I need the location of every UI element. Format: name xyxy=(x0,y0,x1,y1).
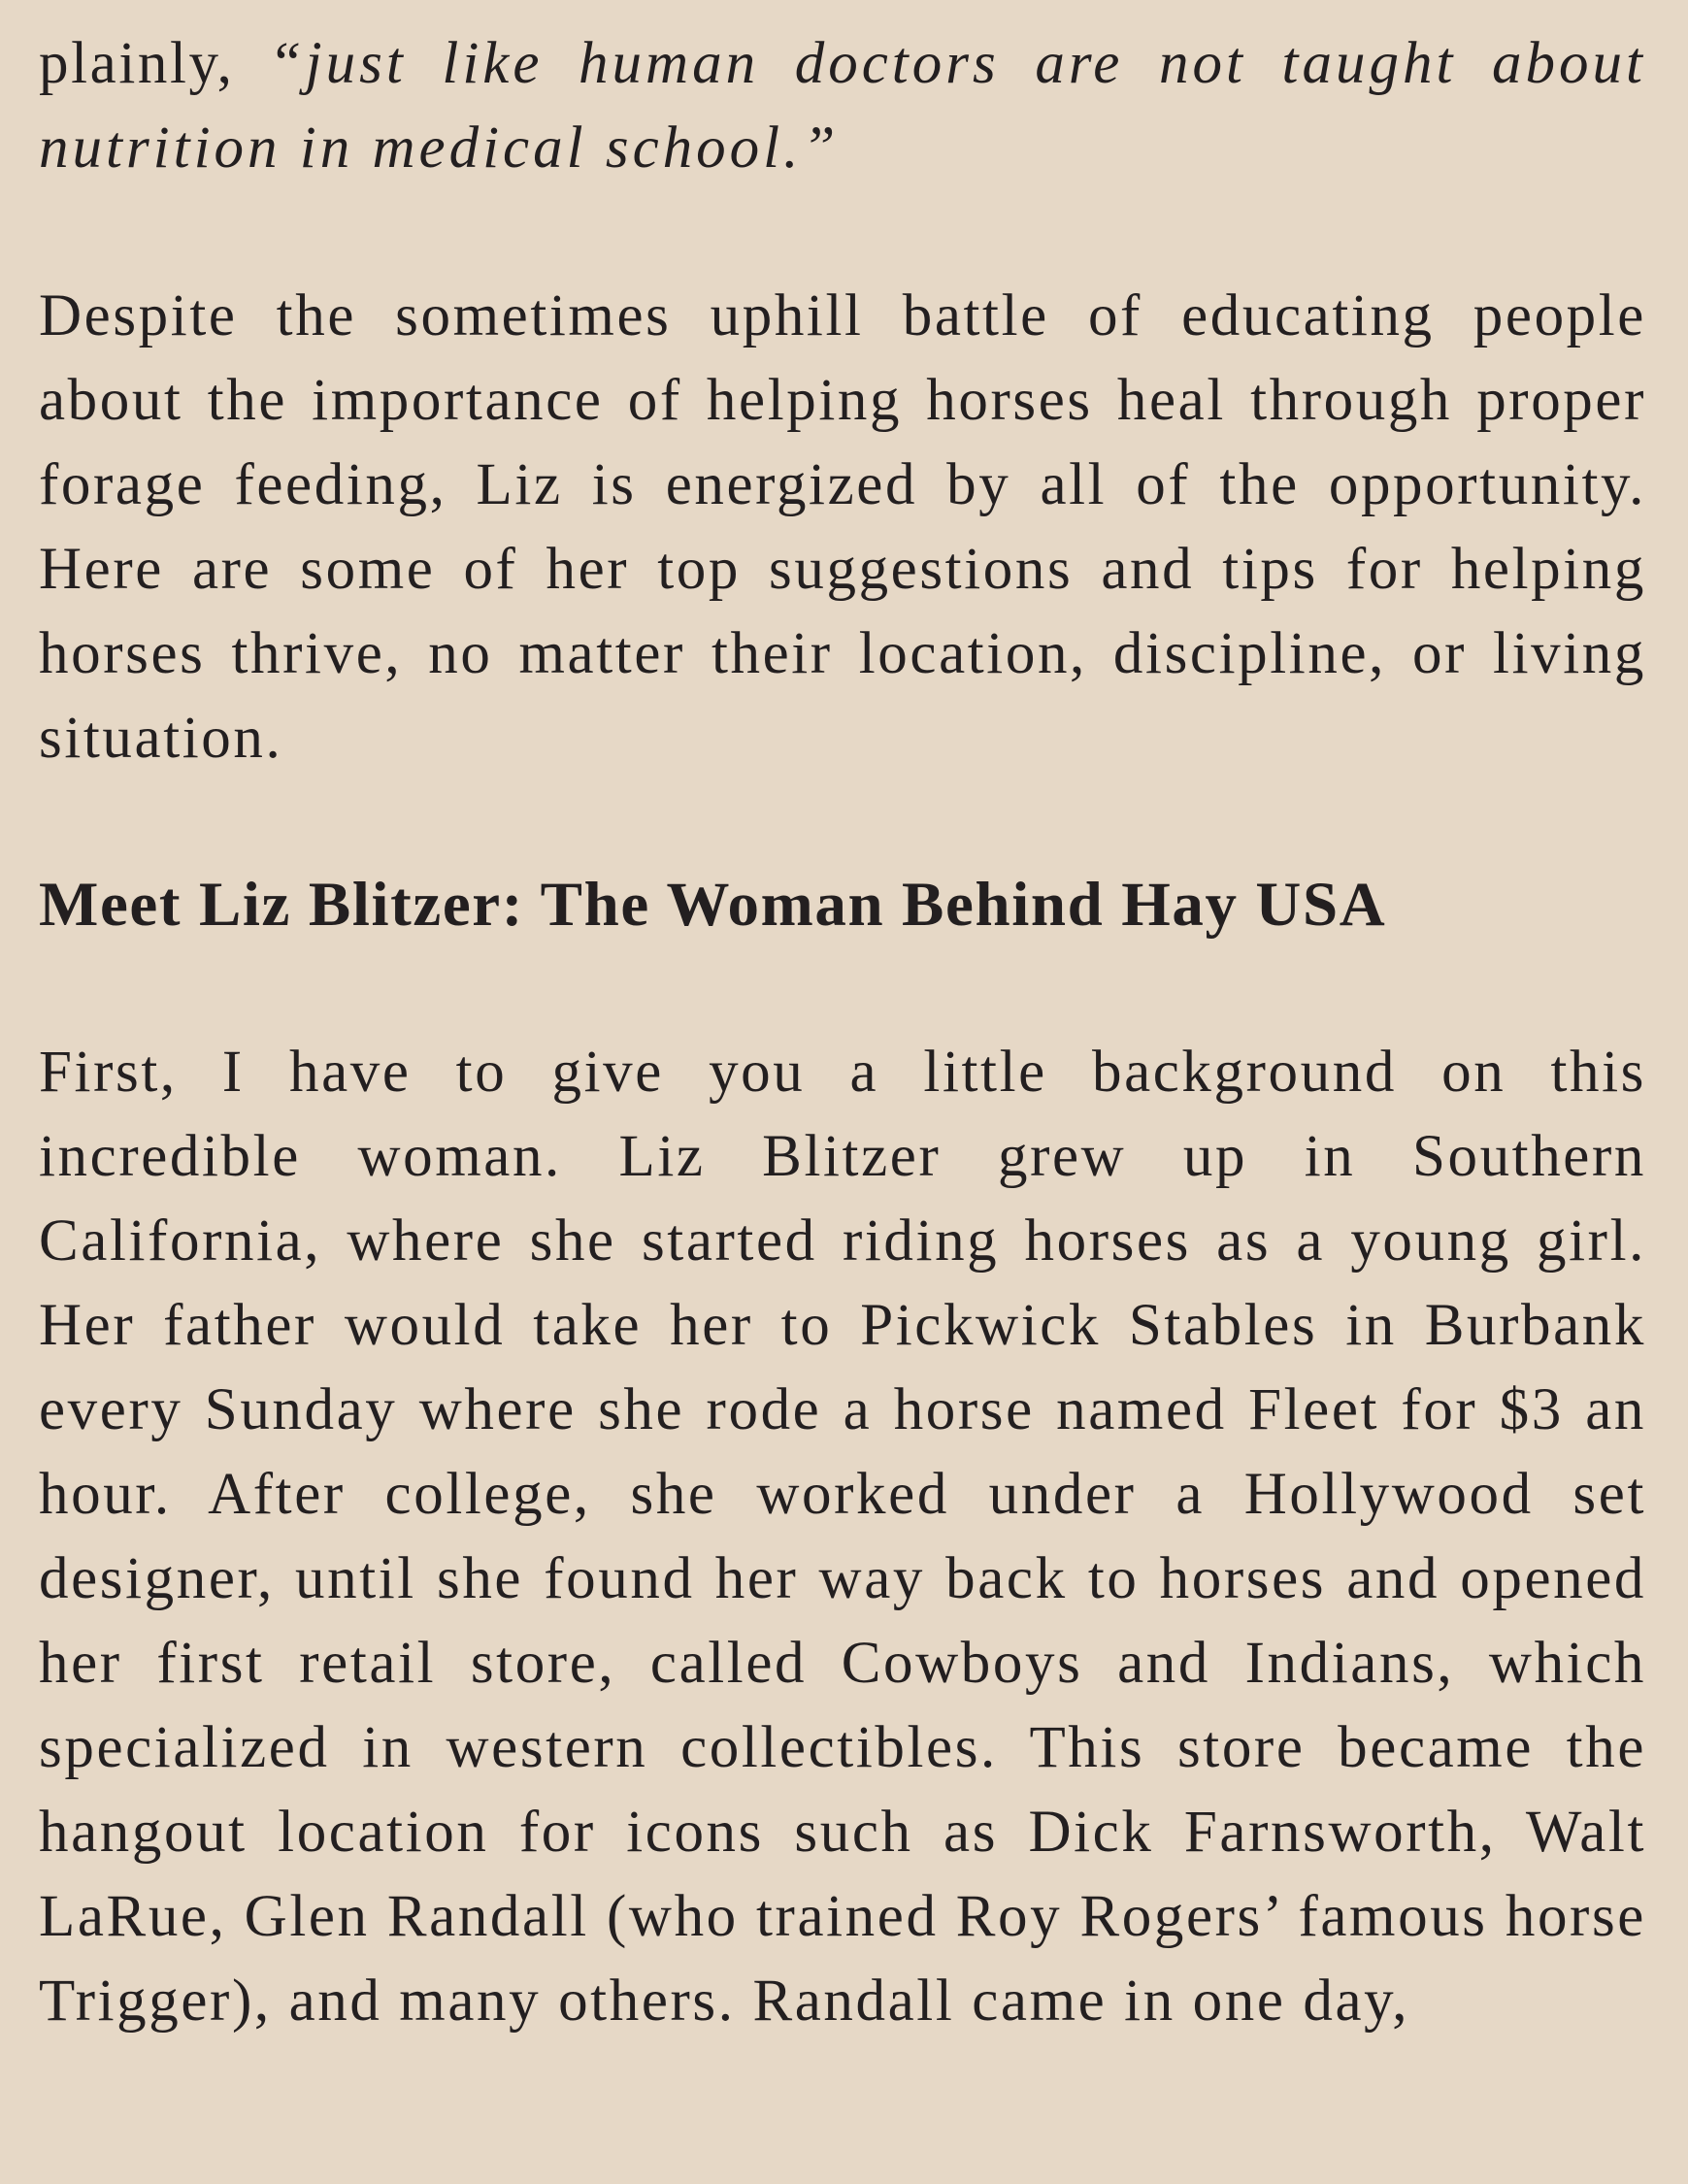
intro-paragraph xyxy=(39,21,1646,190)
section-heading: Meet Liz Blitzer: The Woman Behind Hay USA xyxy=(39,870,1387,940)
intro-lead-text: plainly, xyxy=(39,31,269,96)
body-paragraph-background: First, I have to give you a little background on this incredible woman. Liz Blitzer grew up in Southern California, where she started riding horses as a young girl. Her father would take her to Pickwick Stables in Burbank every Sunday where she rode a horse named Fleet for $3 an hour. After college, she worked under a Hollywood set designer, until she found her way back to horses and opened her first retail store, called Cowboys and Indians, which specialized in western collectibles. This store became the hangout location for icons such as Dick Farnsworth, Walt LaRue, Glen Randall (who trained Roy Rogers’ famous horse Trigger), and many others. Randall came in one day, xyxy=(39,1040,1646,2034)
intro-quote: “just like human doctors are not taught about nutrition in medical school.” xyxy=(39,31,1646,181)
body-paragraph-forage: Despite the sometimes uphill battle of educating people about the importance of helping horses heal through proper forage feeding, Liz is energized by all of the opportunity. Here are some of her top suggestions and tips for helping horses thrive, no matter their location, discipline, or living situation. xyxy=(39,283,1646,771)
